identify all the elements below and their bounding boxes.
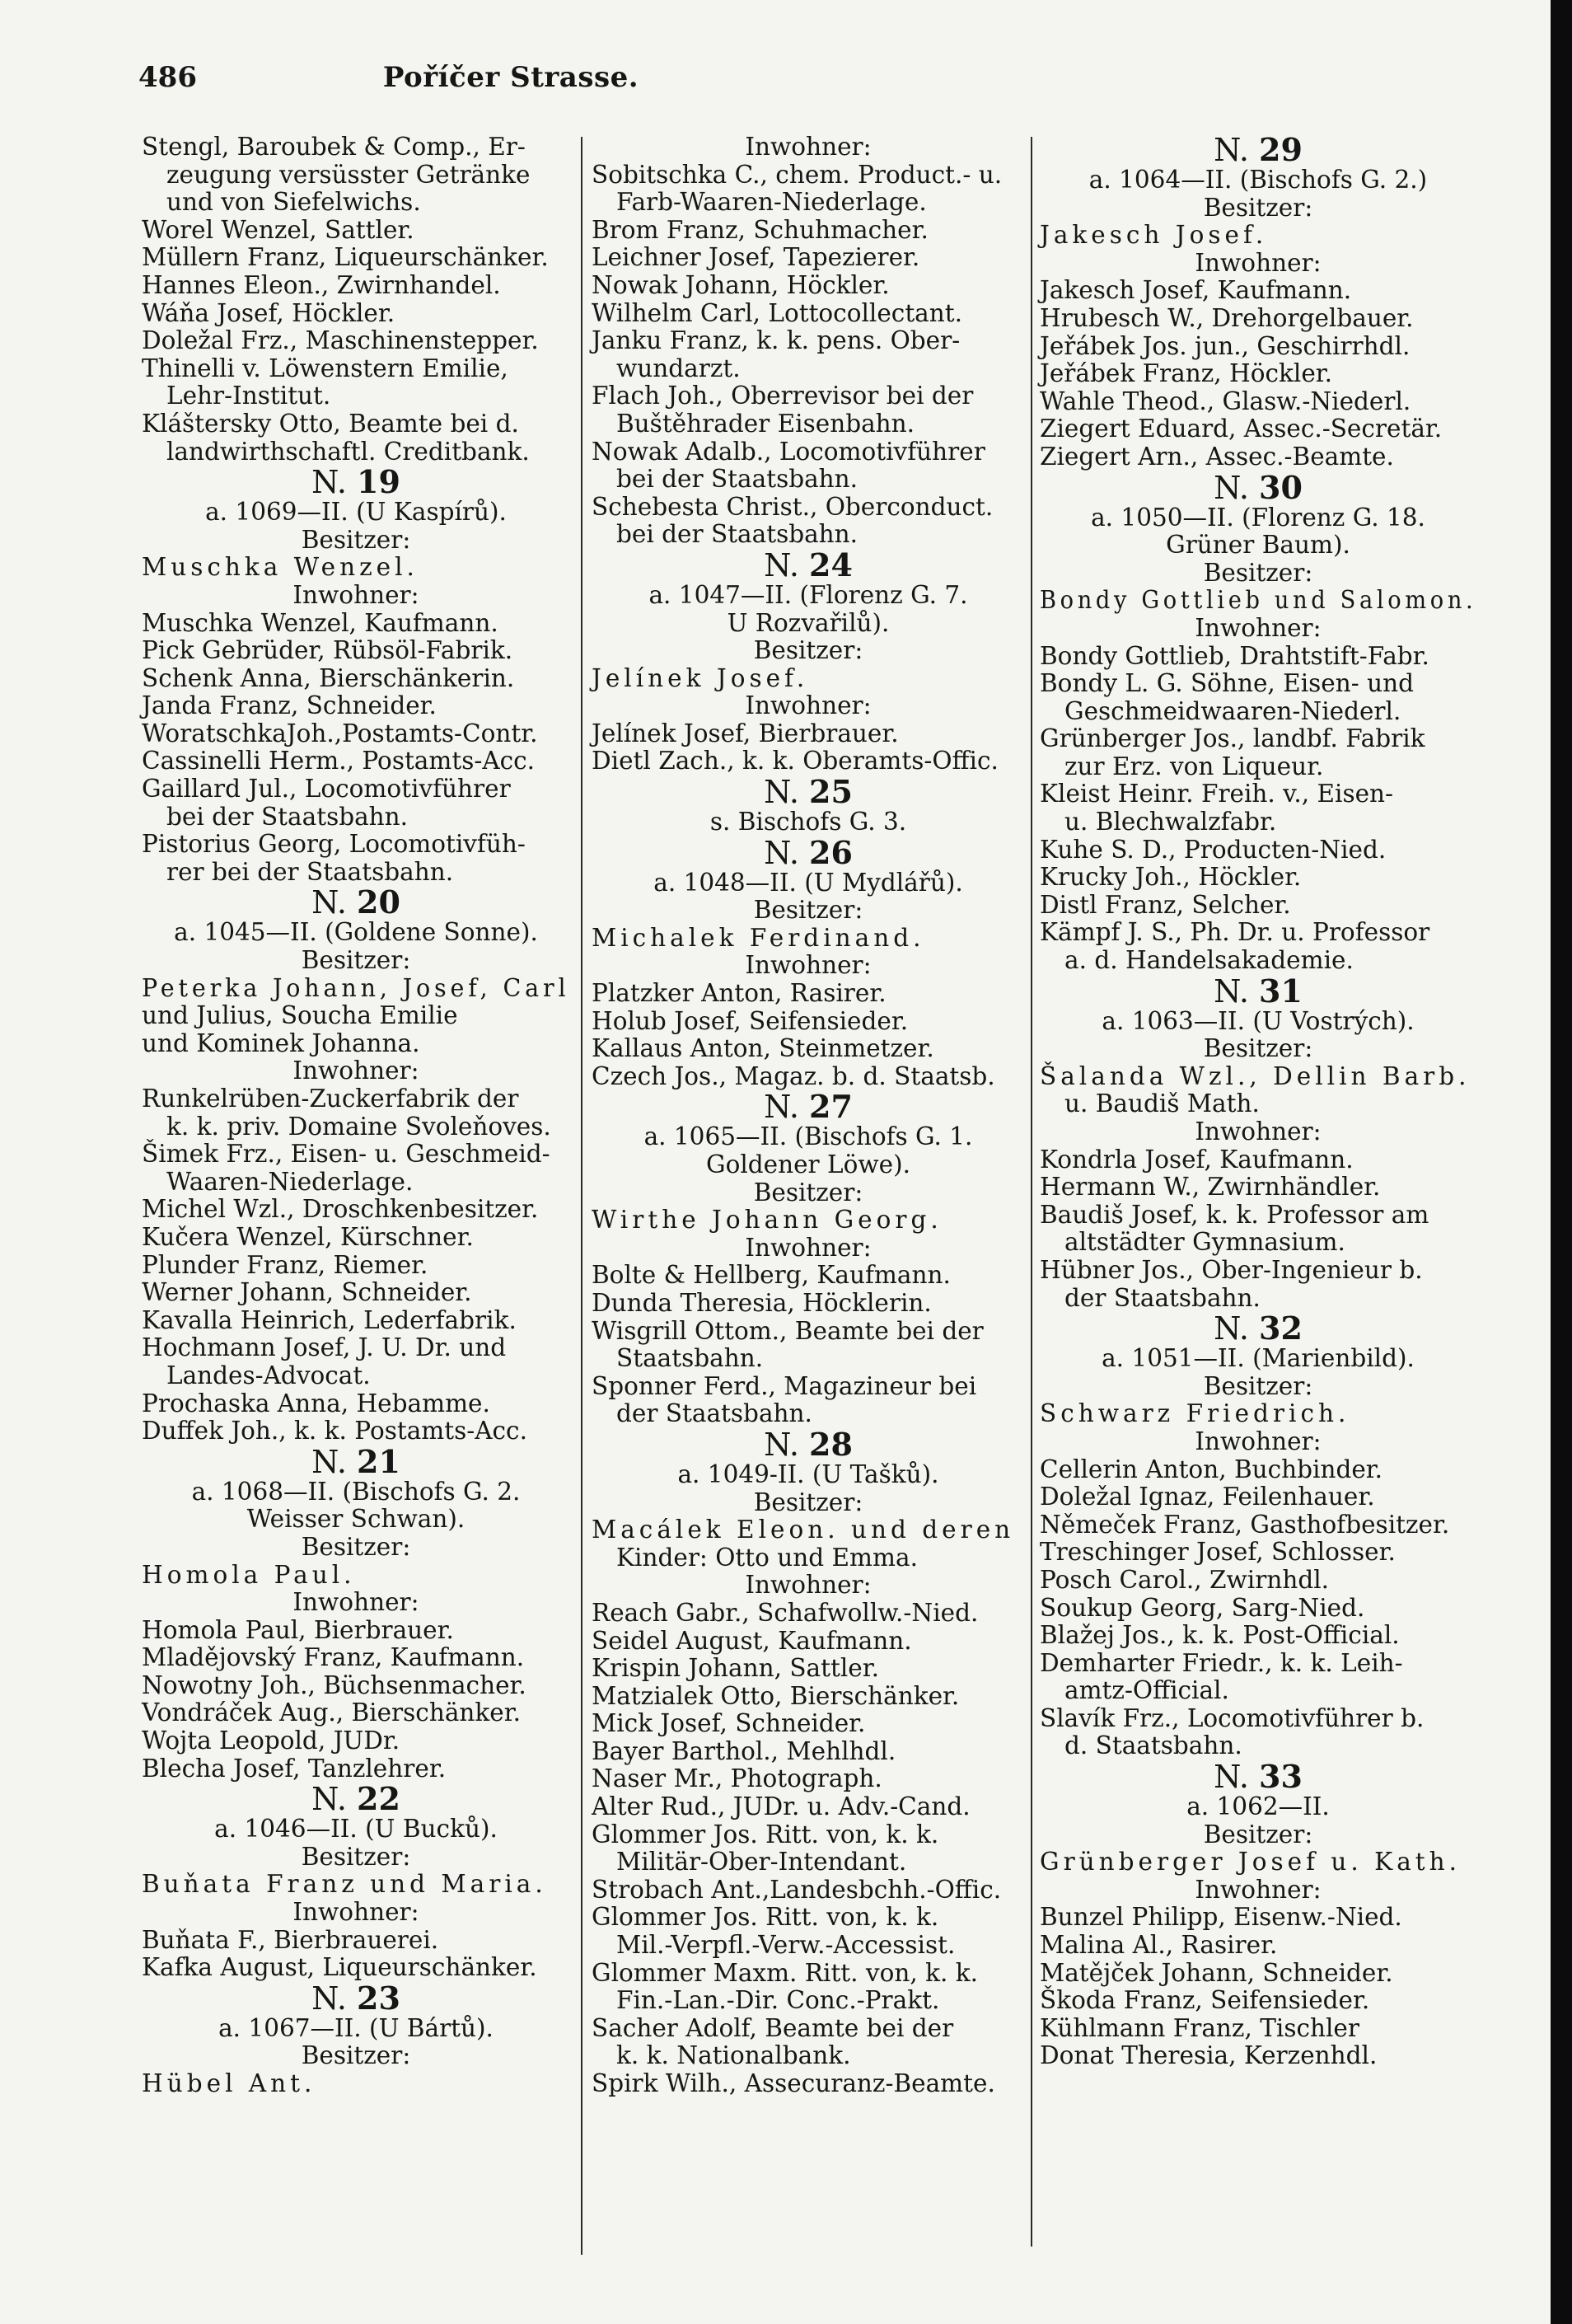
directory-entry: Mladějovský Franz, Kaufmann.: [142, 1643, 525, 1672]
directory-entry: Jelínek Josef, Bierbrauer.: [592, 719, 899, 747]
directory-entry: Thinelli v. Löwenstern Emilie,: [142, 354, 508, 382]
directory-entry: Wilhelm Carl, Lottocollectant.: [592, 298, 962, 327]
house-number: 22: [357, 1780, 400, 1818]
directory-entry: Škoda Franz, Seifensieder.: [1040, 1986, 1370, 2015]
directory-entry: Gaillard Jul., Locomotivführer: [142, 775, 511, 804]
directory-entry: Ziegert Arn., Assec.-Beamte.: [1040, 442, 1394, 471]
street-title: Poříčer Strasse.: [382, 61, 639, 94]
house-number-heading: [142, 1979, 570, 2017]
directory-entry: Muschka Wenzel, Kaufmann.: [142, 608, 498, 637]
section-line: Inwohner:: [745, 691, 872, 720]
house-number: 21: [357, 1442, 400, 1480]
house-number: 28: [809, 1425, 853, 1463]
house-number: 27: [809, 1088, 853, 1126]
section-line: Besitzer:: [301, 525, 411, 554]
section-line: a. 1050—II. (Florenz G. 18.: [1091, 503, 1425, 532]
entry-continuation: der Staatsbahn.: [1064, 1283, 1261, 1312]
directory-entry: Wáňa Josef, Höckler.: [142, 298, 395, 327]
directory-entry: Kláštersky Otto, Beamte bei d.: [142, 409, 519, 438]
house-number-heading: [1040, 1312, 1476, 1345]
section-line: a. 1046—II. (U Bucků).: [214, 1815, 498, 1844]
directory-entry: Holub Josef, Seifensieder.: [592, 1006, 909, 1035]
house-number: 23: [357, 1979, 400, 2017]
entry-continuation: altstädter Gymnasium.: [1064, 1228, 1345, 1257]
directory-entry: Dunda Theresia, Höcklerin.: [592, 1288, 932, 1317]
directory-entry: Prochaska Anna, Hebamme.: [142, 1389, 490, 1417]
entry-continuation: der Staatsbahn.: [616, 1399, 812, 1428]
directory-entry: Flach Joh., Oberrevisor bei der: [592, 382, 974, 410]
directory-entry: Leichner Josef, Tapezierer.: [592, 243, 920, 272]
house-number-prefix: N.: [764, 546, 810, 583]
scan-page-edge: [1551, 0, 1572, 2324]
column-2: [592, 134, 1025, 2098]
directory-entry: Wisgrill Ottom., Beamte bei der: [592, 1316, 984, 1345]
section-line: Inwohner:: [1195, 248, 1322, 277]
entry-continuation: zur Erz. von Liqueur.: [1064, 752, 1324, 780]
section-line: a. 1051—II. (Marienbild).: [1102, 1344, 1415, 1373]
section-line: Besitzer:: [1203, 1371, 1313, 1400]
entry-continuation: k. k. Nationalbank.: [616, 2041, 851, 2070]
house-number: 19: [357, 463, 400, 501]
owner-entry: Šalanda Wzl., Dellin Barb.: [1040, 1061, 1471, 1090]
house-number: 25: [809, 773, 853, 811]
directory-entry: Glommer Jos. Ritt. von, k. k.: [592, 1820, 939, 1848]
section-line: a. 1063—II. (U Vostrých).: [1102, 1006, 1415, 1035]
directory-entry: Slavík Frz., Locomotivführer b.: [1040, 1703, 1425, 1732]
directory-entry: Jeřábek Jos. jun., Geschirrhdl.: [1040, 331, 1411, 360]
directory-entry: und Julius, Soucha Emilie: [142, 1001, 458, 1030]
section-line: Inwohner:: [745, 1233, 872, 1262]
section-line: a. 1045—II. (Goldene Sonne).: [174, 918, 538, 947]
directory-entry: Stengl, Baroubek & Comp., Er-: [142, 133, 526, 161]
entry-continuation: Fin.-Lan.-Dir. Conc.-Prakt.: [616, 1986, 940, 2015]
section-line: Besitzer:: [1203, 193, 1313, 222]
section-line: a. 1062—II.: [1186, 1792, 1330, 1821]
section-line: Besitzer:: [301, 2041, 411, 2070]
entry-continuation: bei der Staatsbahn.: [616, 465, 859, 494]
owner-entry: Jelínek Josef.: [592, 663, 809, 692]
directory-entry: Šimek Frz., Eisen- u. Geschmeid-: [142, 1140, 550, 1169]
house-number-heading: [592, 773, 1025, 811]
section-line: Grüner Baum).: [1166, 531, 1350, 560]
entry-continuation: a. d. Handelsakademie.: [1064, 946, 1354, 975]
directory-entry: Kučera Wenzel, Kürschner.: [142, 1222, 474, 1251]
section-line: a. 1067—II. (U Bártů).: [218, 2013, 494, 2042]
house-number: 29: [1259, 131, 1303, 168]
entry-continuation: Geschmeidwaaren-Niederl.: [1064, 696, 1401, 725]
directory-entry: Janda Franz, Schneider.: [142, 691, 437, 720]
directory-entry: Glommer Maxm. Ritt. von, k. k.: [592, 1958, 978, 1987]
directory-entry: Cellerin Anton, Buchbinder.: [1040, 1455, 1383, 1483]
entry-continuation: Landes-Advocat.: [166, 1361, 371, 1389]
directory-entry: Mick Josef, Schneider.: [592, 1709, 866, 1738]
section-line: Inwohner:: [745, 1571, 872, 1600]
section-line: a. 1065—II. (Bischofs G. 1.: [643, 1122, 973, 1151]
column-3: [1040, 131, 1477, 2070]
house-number-heading: [592, 546, 1025, 583]
directory-entry: Sobitschka C., chem. Product.- u.: [592, 160, 1003, 189]
house-number-prefix: N.: [1214, 972, 1260, 1010]
directory-entry: Runkelrüben-Zuckerfabrik der: [142, 1085, 519, 1113]
directory-entry: Matějček Johann, Schneider.: [1040, 1958, 1393, 1987]
house-number-heading: [142, 883, 570, 921]
owner-entry: Homola Paul.: [142, 1560, 356, 1589]
column-1: [142, 134, 570, 2098]
directory-entry: Brom Franz, Schuhmacher.: [592, 215, 929, 244]
directory-entry: Donat Theresia, Kerzenhdl.: [1040, 2041, 1378, 2070]
directory-entry: Kämpf J. S., Ph. Dr. u. Professor: [1040, 918, 1430, 947]
house-number: 24: [809, 546, 853, 583]
owner-entry: Michalek Ferdinand.: [592, 923, 925, 952]
directory-entry: Wahle Theod., Glasw.-Niederl.: [1040, 387, 1411, 415]
directory-entry: Kafka August, Liqueurschänker.: [142, 1953, 537, 1982]
directory-entry: Hermann W., Zwirnhändler.: [1040, 1173, 1381, 1202]
house-number-prefix: N.: [764, 1426, 810, 1463]
house-number-heading: [592, 833, 1025, 871]
section-line: a. 1068—II. (Bischofs G. 2.: [191, 1477, 521, 1506]
directory-entry: Duffek Joh., k. k. Postamts-Acc.: [142, 1417, 527, 1445]
house-number-heading: [1040, 972, 1476, 1010]
house-number-prefix: N.: [311, 1781, 358, 1818]
directory-entry: Blecha Josef, Tanzlehrer.: [142, 1754, 447, 1783]
directory-entry: Platzker Anton, Rasirer.: [592, 979, 887, 1008]
house-number-prefix: N.: [1214, 469, 1260, 506]
entry-continuation: wundarzt.: [616, 354, 741, 382]
directory-entry: Krucky Joh., Höckler.: [1040, 863, 1302, 892]
directory-entry: Kühlmann Franz, Tischler: [1040, 2013, 1359, 2042]
directory-entry: Seidel August, Kaufmann.: [592, 1626, 912, 1655]
entry-continuation: Buštěhrader Eisenbahn.: [616, 409, 915, 438]
entry-continuation: bei der Staatsbahn.: [616, 520, 859, 549]
directory-entry: Bunzel Philipp, Eisenw.-Nied.: [1040, 1903, 1402, 1932]
house-number-heading: [142, 1780, 570, 1818]
section-line: a. 1049-II. (U Tašků).: [677, 1460, 939, 1488]
section-line: Inwohner:: [1195, 1875, 1322, 1904]
directory-entry: Jeřábek Franz, Höckler.: [1040, 359, 1333, 388]
directory-entry: Doležal Frz., Maschinenstepper.: [142, 326, 539, 355]
directory-entry: Glommer Jos. Ritt. von, k. k.: [592, 1903, 939, 1932]
section-line: Besitzer:: [1203, 1820, 1313, 1848]
section-line: Besitzer:: [1203, 1034, 1313, 1063]
house-number-prefix: N.: [764, 1089, 810, 1126]
section-line: a. 1064—II. (Bischofs G. 2.): [1088, 166, 1428, 194]
directory-entry: und Kominek Johanna.: [142, 1028, 420, 1057]
house-number-prefix: N.: [311, 884, 358, 921]
section-line: U Rozvařilů).: [727, 608, 890, 637]
house-number-heading: [592, 1425, 1025, 1463]
directory-entry: Kleist Heinr. Freih. v., Eisen-: [1040, 780, 1394, 808]
entry-continuation: zeugung versüsster Getränke: [166, 160, 531, 189]
section-line: Inwohner:: [745, 951, 872, 980]
entry-continuation: u. Blechwalzfabr.: [1064, 808, 1277, 836]
directory-entry: Hrubesch W., Drehorgelbauer.: [1040, 303, 1414, 332]
entry-continuation: landwirthschaftl. Creditbank.: [166, 437, 530, 466]
directory-entry: Pick Gebrüder, Rübsöl-Fabrik.: [142, 636, 513, 665]
section-line: s. Bischofs G. 3.: [709, 808, 907, 836]
directory-entry: Doležal Ignaz, Feilenhauer.: [1040, 1483, 1375, 1511]
section-line: Inwohner:: [292, 1588, 419, 1617]
house-number-prefix: N.: [311, 464, 358, 501]
directory-entry: Nowak Johann, Höckler.: [592, 270, 890, 299]
directory-entry: Soukup Georg, Sarg-Nied.: [1040, 1593, 1365, 1622]
owner-entry: Bondy Gottlieb und Salomon.: [1040, 586, 1477, 615]
entry-continuation: Lehr-Institut.: [166, 382, 331, 410]
section-line: Inwohner:: [1195, 1117, 1322, 1146]
entry-continuation: Farb-Waaren-Niederlage.: [616, 188, 927, 217]
house-number-prefix: N.: [1214, 1759, 1260, 1796]
column-rule-right: [1031, 137, 1032, 2247]
directory-entry: Bayer Barthol., Mehlhdl.: [592, 1736, 896, 1765]
entry-continuation: Mil.-Verpfl.-Verw.-Accessist.: [616, 1931, 956, 1960]
section-line: Besitzer:: [753, 1488, 863, 1516]
entry-continuation: k. k. priv. Domaine Svoleňoves.: [166, 1112, 551, 1141]
directory-entry: Sacher Adolf, Beamte bei der: [592, 2013, 954, 2042]
house-number-prefix: N.: [764, 774, 810, 811]
section-line: a. 1047—II. (Florenz G. 7.: [648, 580, 968, 609]
house-number-heading: [1040, 1758, 1476, 1796]
directory-entry: Müllern Franz, Liqueurschänker.: [142, 243, 549, 272]
directory-entry: Czech Jos., Magaz. b. d. Staatsb.: [592, 1061, 995, 1090]
directory-entry: Kondrla Josef, Kaufmann.: [1040, 1145, 1354, 1174]
section-line: Inwohner:: [292, 1057, 419, 1085]
directory-entry: Bondy L. G. Söhne, Eisen- und: [1040, 669, 1414, 698]
directory-entry: Michel Wzl., Droschkenbesitzer.: [142, 1195, 539, 1224]
owner-entry: Macálek Eleon. und deren: [592, 1516, 1015, 1544]
directory-entry: Kuhe S. D., Producten-Nied.: [1040, 835, 1387, 864]
owner-entry: Muschka Wenzel.: [142, 553, 419, 582]
directory-entry: Malina Al., Rasirer.: [1040, 1931, 1278, 1960]
directory-entry: Bolte & Hellberg, Kaufmann.: [592, 1261, 951, 1290]
section-line: Besitzer:: [753, 1178, 863, 1207]
directory-entry: Janku Franz, k. k. pens. Ober-: [592, 326, 961, 355]
directory-entry: Kallaus Anton, Steinmetzer.: [592, 1034, 934, 1063]
owner-entry: Wirthe Johann Georg.: [592, 1206, 943, 1235]
house-number-heading: [142, 463, 570, 501]
directory-entry: Němeček Franz, Gasthofbesitzer.: [1040, 1510, 1450, 1539]
house-number-prefix: N.: [1214, 1310, 1260, 1347]
section-line: Besitzer:: [753, 896, 863, 925]
directory-entry: Buňata F., Bierbrauerei.: [142, 1925, 439, 1954]
entry-continuation: bei der Staatsbahn.: [166, 802, 409, 831]
section-line: Besitzer:: [301, 1532, 411, 1561]
directory-entry: Strobach Ant.,Landesbchh.-Offic.: [592, 1875, 1002, 1904]
owner-entry: Schwarz Friedrich.: [1040, 1399, 1350, 1428]
entry-continuation: rer bei der Staatsbahn.: [166, 857, 454, 886]
entry-continuation: d. Staatsbahn.: [1064, 1731, 1242, 1760]
house-number-heading: [1040, 468, 1476, 506]
directory-entry: Matzialek Otto, Bierschänker.: [592, 1681, 960, 1710]
entry-continuation: Militär-Ober-Intendant.: [616, 1848, 907, 1877]
house-number-heading: [142, 1442, 570, 1480]
column-rule-left: [581, 137, 582, 2255]
directory-entry: Demharter Friedr., k. k. Leih-: [1040, 1648, 1403, 1677]
owner-entry: Grünberger Josef u. Kath.: [1040, 1848, 1462, 1877]
directory-entry: Hübner Jos., Ober-Ingenieur b.: [1040, 1255, 1423, 1284]
directory-entry: Treschinger Josef, Schlosser.: [1040, 1538, 1396, 1567]
directory-entry: Blažej Jos., k. k. Post-Official.: [1040, 1621, 1400, 1650]
directory-entry: Schenk Anna, Bierschänkerin.: [142, 663, 515, 692]
page-header: [0, 61, 1022, 110]
directory-entry: Kavalla Heinrich, Lederfabrik.: [142, 1305, 517, 1334]
directory-entry: Naser Mr., Photograph.: [592, 1764, 882, 1793]
directory-entry: Dietl Zach., k. k. Oberamts-Offic.: [592, 747, 999, 775]
section-line: Inwohner:: [292, 1898, 419, 1927]
owner-entry: Jakesch Josef.: [1040, 221, 1268, 250]
directory-entry: Spirk Wilh., Assecuranz-Beamte.: [592, 2069, 995, 2097]
owner-entry: Buňata Franz und Maria.: [142, 1870, 547, 1899]
house-number-heading: [592, 1088, 1025, 1126]
owner-entry: Hübel Ant.: [142, 2069, 316, 2097]
directory-entry: Reach Gabr., Schafwollw.-Nied.: [592, 1598, 979, 1627]
directory-entry: Jakesch Josef, Kaufmann.: [1040, 276, 1352, 305]
directory-entry: Plunder Franz, Riemer.: [142, 1250, 428, 1279]
directory-entry: Cassinelli Herm., Postamts-Acc.: [142, 747, 536, 775]
directory-entry: Werner Johann, Schneider.: [142, 1278, 472, 1307]
directory-entry: Schebesta Christ., Oberconduct.: [592, 492, 994, 521]
house-number: 33: [1259, 1758, 1303, 1796]
directory-entry: Wojta Leopold, JUDr.: [142, 1727, 400, 1755]
entry-continuation: Waaren-Niederlage.: [166, 1167, 414, 1196]
house-number: 26: [809, 833, 853, 871]
directory-entry: WoratschkaJoh.,Postamts-Contr.: [142, 719, 538, 747]
house-number: 31: [1259, 972, 1303, 1010]
directory-entry: Nowotny Joh., Büchsenmacher.: [142, 1670, 526, 1699]
section-line: Besitzer:: [1203, 558, 1313, 587]
directory-entry: Pistorius Georg, Locomotivfüh-: [142, 830, 526, 859]
house-number-prefix: N.: [764, 834, 810, 871]
house-number-prefix: N.: [1214, 132, 1260, 168]
directory-entry: Posch Carol., Zwirnhdl.: [1040, 1565, 1330, 1594]
house-number-prefix: N.: [311, 1443, 358, 1480]
directory-entry: Bondy Gottlieb, Drahtstift-Fabr.: [1040, 641, 1429, 670]
entry-continuation: Kinder: Otto und Emma.: [616, 1543, 918, 1572]
directory-entry: Distl Franz, Selcher.: [1040, 890, 1291, 919]
directory-entry: Baudiš Josef, k. k. Professor am: [1040, 1200, 1429, 1229]
section-line: Inwohner:: [292, 580, 419, 609]
section-line: Besitzer:: [301, 946, 411, 975]
house-number: 20: [357, 883, 400, 921]
section-line: Inwohner:: [745, 133, 872, 161]
section-line: Goldener Löwe).: [706, 1150, 910, 1178]
page-number: 486: [138, 61, 197, 94]
entry-continuation: u. Baudiš Math.: [1064, 1089, 1260, 1118]
house-number: 30: [1259, 468, 1303, 506]
section-line: a. 1048—II. (U Mydlářů).: [653, 868, 963, 897]
section-line: Weisser Schwan).: [246, 1505, 466, 1534]
directory-entry: Krispin Johann, Sattler.: [592, 1654, 879, 1683]
entry-continuation: amtz-Official.: [1064, 1676, 1229, 1705]
directory-entry: Homola Paul, Bierbrauer.: [142, 1615, 454, 1644]
directory-entry: Sponner Ferd., Magazineur bei: [592, 1371, 977, 1400]
directory-entry: Hochmann Josef, J. U. Dr. und: [142, 1333, 507, 1362]
directory-entry: Hannes Eleon., Zwirnhandel.: [142, 270, 501, 299]
section-line: Inwohner:: [1195, 613, 1322, 642]
house-number-heading: [1040, 131, 1476, 168]
section-line: Besitzer:: [753, 636, 863, 665]
directory-entry: Vondráček Aug., Bierschänker.: [142, 1698, 521, 1727]
owner-entry: Peterka Johann, Josef, Carl: [142, 973, 570, 1002]
section-line: Inwohner:: [1195, 1427, 1322, 1455]
house-number: 32: [1259, 1310, 1303, 1347]
directory-entry: Alter Rud., JUDr. u. Adv.-Cand.: [592, 1792, 971, 1821]
directory-entry: Grünberger Jos., landbf. Fabrik: [1040, 724, 1425, 753]
entry-continuation: und von Siefelwichs.: [166, 188, 421, 217]
directory-entry: Nowak Adalb., Locomotivführer: [592, 437, 985, 466]
entry-continuation: Staatsbahn.: [616, 1344, 764, 1373]
directory-entry: Ziegert Eduard, Assec.-Secretär.: [1040, 415, 1443, 443]
section-line: a. 1069—II. (U Kaspírů).: [205, 498, 507, 527]
house-number-prefix: N.: [311, 1980, 358, 2017]
directory-entry: Worel Wenzel, Sattler.: [142, 215, 414, 244]
section-line: Besitzer:: [301, 1842, 411, 1871]
